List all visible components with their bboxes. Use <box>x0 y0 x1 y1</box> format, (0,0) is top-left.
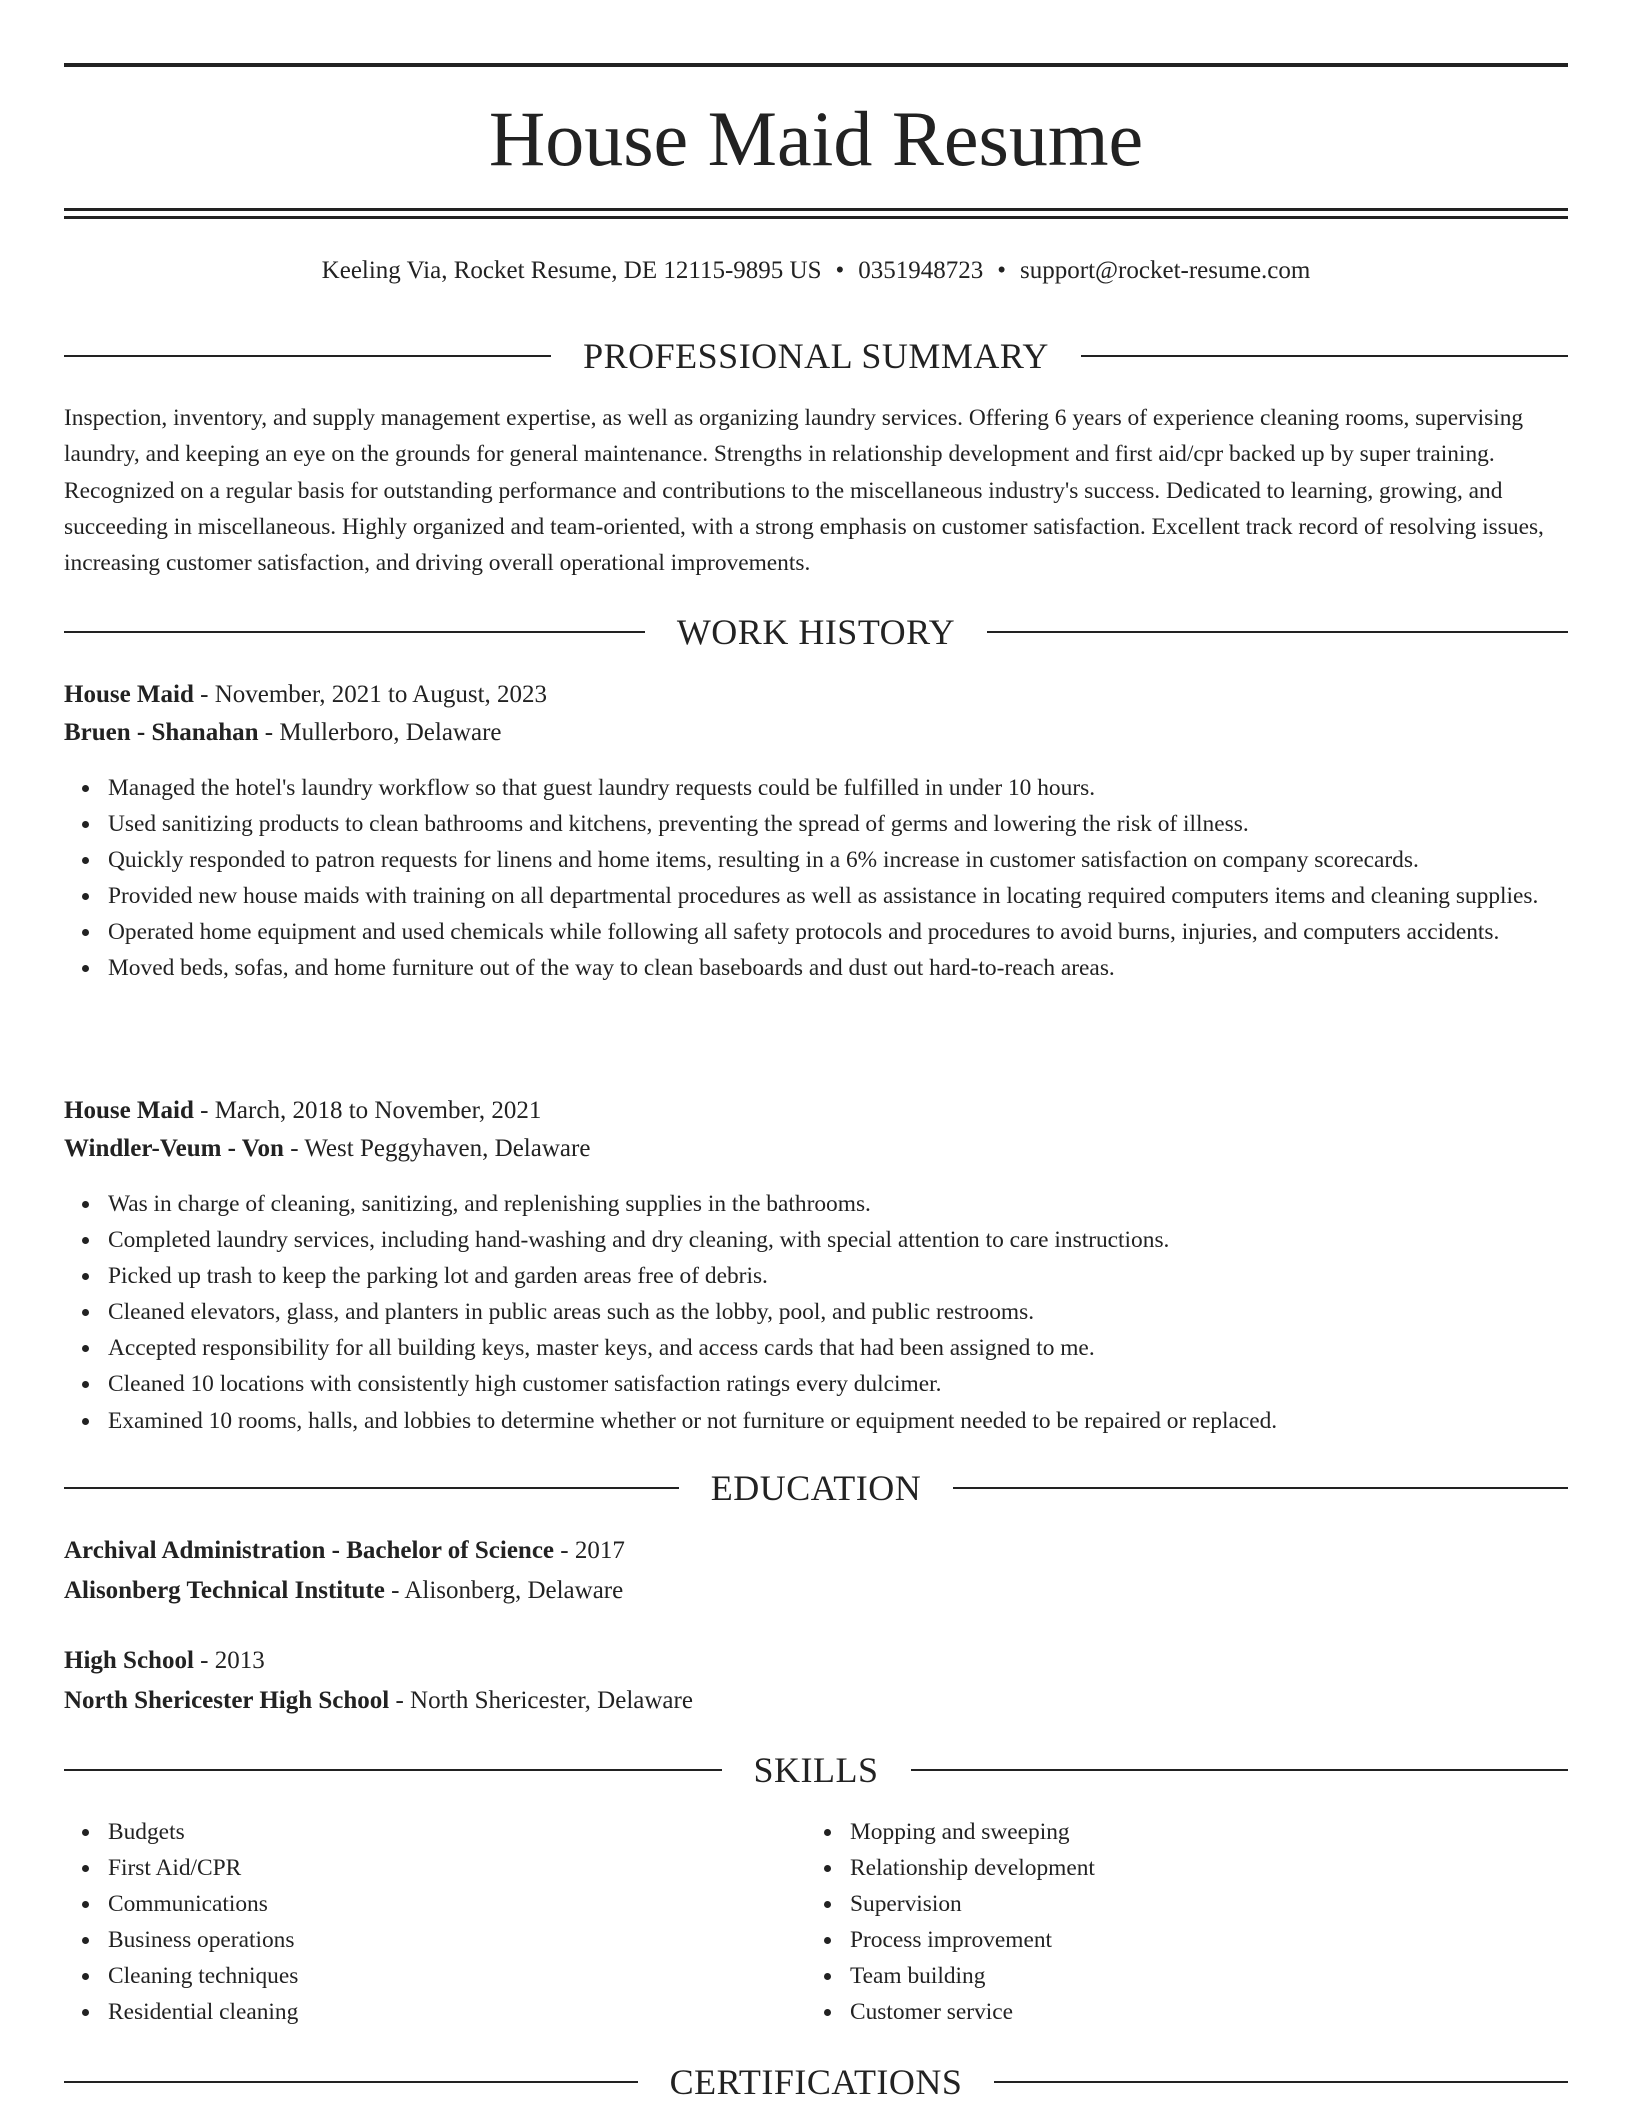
section-title-skills: SKILLS <box>753 1750 879 1790</box>
section-title-work: WORK HISTORY <box>676 612 956 652</box>
education-degree: Archival Administration - Bachelor of Science <box>64 1537 555 1564</box>
job-location: - Mullerboro, Delaware <box>258 719 502 746</box>
contact-phone: 0351948723 <box>858 257 984 284</box>
education-year: - 2017 <box>554 1537 625 1564</box>
contact-line <box>64 254 1568 288</box>
section-rule <box>64 1769 722 1771</box>
skill-item: Supervision <box>850 1886 1632 1922</box>
skill-item: Business operations <box>108 1922 1612 1958</box>
job-dates: - March, 2018 to November, 2021 <box>193 1097 542 1124</box>
section-rule <box>64 355 551 357</box>
contact-email: support@rocket-resume.com <box>1020 257 1311 284</box>
section-header-work <box>64 610 1568 654</box>
education-school-line <box>64 1684 1568 1718</box>
section-rule <box>64 631 645 633</box>
section-header-skills <box>64 1748 1568 1792</box>
skill-item: Relationship development <box>850 1850 1632 1886</box>
skill-item: Customer service <box>850 1994 1632 2030</box>
skill-item: Cleaning techniques <box>108 1958 1612 1994</box>
list-item: Examined 10 rooms, halls, and lobbies to determine whether or not furniture or equipment needed to be repaired or replaced. <box>108 1403 1612 1439</box>
skill-item: First Aid/CPR <box>108 1850 1612 1886</box>
section-title-education: EDUCATION <box>710 1468 922 1508</box>
education-school: North Shericester High School <box>64 1687 390 1714</box>
job-company: Windler-Veum - Von <box>64 1135 284 1162</box>
section-title-summary: PROFESSIONAL SUMMARY <box>583 336 1049 376</box>
education-year: - 2013 <box>193 1647 265 1674</box>
list-item: Moved beds, sofas, and home furniture out of the way to clean baseboards and dust out hard-to-reach areas. <box>108 950 1612 986</box>
section-rule <box>987 631 1568 633</box>
education-degree-line <box>64 1534 1568 1568</box>
job-bullets <box>64 1186 1612 1439</box>
section-rule <box>953 1487 1568 1489</box>
contact-separator: • <box>835 257 845 284</box>
job-company-line <box>64 716 1568 750</box>
education-school: Alisonberg Technical Institute <box>64 1577 385 1604</box>
section-title-certifications: CERTIFICATIONS <box>669 2062 963 2102</box>
education-degree: High School <box>64 1647 194 1674</box>
list-item: Used sanitizing products to clean bathrooms and kitchens, preventing the spread of germs and lowering the risk of illness. <box>108 806 1612 842</box>
contact-separator: • <box>997 257 1007 284</box>
job-company: Bruen - Shanahan <box>64 719 259 746</box>
skill-item: Residential cleaning <box>108 1994 1612 2030</box>
list-item: Operated home equipment and used chemicals while following all safety protocols and procedures to avoid burns, injuries, and computers accidents. <box>108 914 1612 950</box>
list-item: Completed laundry services, including hand-washing and dry cleaning, with special attention to care instructions. <box>108 1222 1612 1258</box>
summary-text: Inspection, inventory, and supply management expertise, as well as organizing laundry services. Offering 6 years of experience cleaning rooms, supervising laundry, and keeping an eye on the grounds for general maintenance. Strengths in relationship development and first aid/cpr backed up by super training. Recognized on a regular basis for outstanding performance and contributions to the miscellaneous industry's success. Dedicated to learning, growing, and succeeding in miscellaneous. Highly organized and team-oriented, with a strong emphasis on customer satisfaction. Excellent track record of resolving issues, increasing customer satisfaction, and driving overall operational improvements. <box>64 405 1544 577</box>
section-header-certifications <box>64 2060 1568 2104</box>
education-location: - North Shericester, Delaware <box>389 1687 693 1714</box>
job-location: - West Peggyhaven, Delaware <box>283 1135 591 1162</box>
page-title: House Maid Resume <box>488 95 1144 182</box>
list-item: Cleaned elevators, glass, and planters in public areas such as the lobby, pool, and public restrooms. <box>108 1294 1612 1330</box>
section-header-summary <box>64 334 1568 378</box>
skill-item: Communications <box>108 1886 1612 1922</box>
skill-item: Process improvement <box>850 1922 1632 1958</box>
job-title: House Maid <box>64 1097 194 1124</box>
contact-address: Keeling Via, Rocket Resume, DE 12115-9895 US <box>321 257 822 284</box>
education-location: - Alisonberg, Delaware <box>384 1577 624 1604</box>
list-item: Quickly responded to patron requests for linens and home items, resulting in a 6% increase in customer satisfaction on company scorecards. <box>108 842 1612 878</box>
education-school-line <box>64 1574 1568 1608</box>
list-item: Was in charge of cleaning, sanitizing, and replenishing supplies in the bathrooms. <box>108 1186 1612 1222</box>
job-title: House Maid <box>64 681 194 708</box>
section-rule <box>64 1487 679 1489</box>
top-rule <box>64 63 1568 67</box>
job-company-line <box>64 1132 1568 1166</box>
section-rule <box>64 2081 638 2083</box>
list-item: Managed the hotel's laundry workflow so that guest laundry requests could be fulfilled in under 10 hours. <box>108 770 1612 806</box>
skill-item: Budgets <box>108 1814 1612 1850</box>
section-rule <box>994 2081 1568 2083</box>
list-item: Provided new house maids with training on all departmental procedures as well as assistance in locating required computers items and cleaning supplies. <box>108 878 1612 914</box>
list-item: Accepted responsibility for all building keys, master keys, and access cards that had been assigned to me. <box>108 1330 1612 1366</box>
section-rule <box>1081 355 1568 357</box>
skill-item: Team building <box>850 1958 1632 1994</box>
title-double-rule-lower <box>64 216 1568 219</box>
job-title-line <box>64 678 1568 712</box>
section-rule <box>911 1769 1569 1771</box>
job-title-line <box>64 1094 1568 1128</box>
job-dates: - November, 2021 to August, 2023 <box>193 681 548 708</box>
title-double-rule-upper <box>64 208 1568 211</box>
section-header-education <box>64 1466 1568 1510</box>
skills-list-right <box>806 1814 1632 2031</box>
list-item: Cleaned 10 locations with consistently high customer satisfaction ratings every dulcimer. <box>108 1366 1612 1402</box>
job-bullets <box>64 770 1612 987</box>
education-degree-line <box>64 1644 1568 1678</box>
list-item: Picked up trash to keep the parking lot and garden areas free of debris. <box>108 1258 1612 1294</box>
skill-item: Mopping and sweeping <box>850 1814 1632 1850</box>
